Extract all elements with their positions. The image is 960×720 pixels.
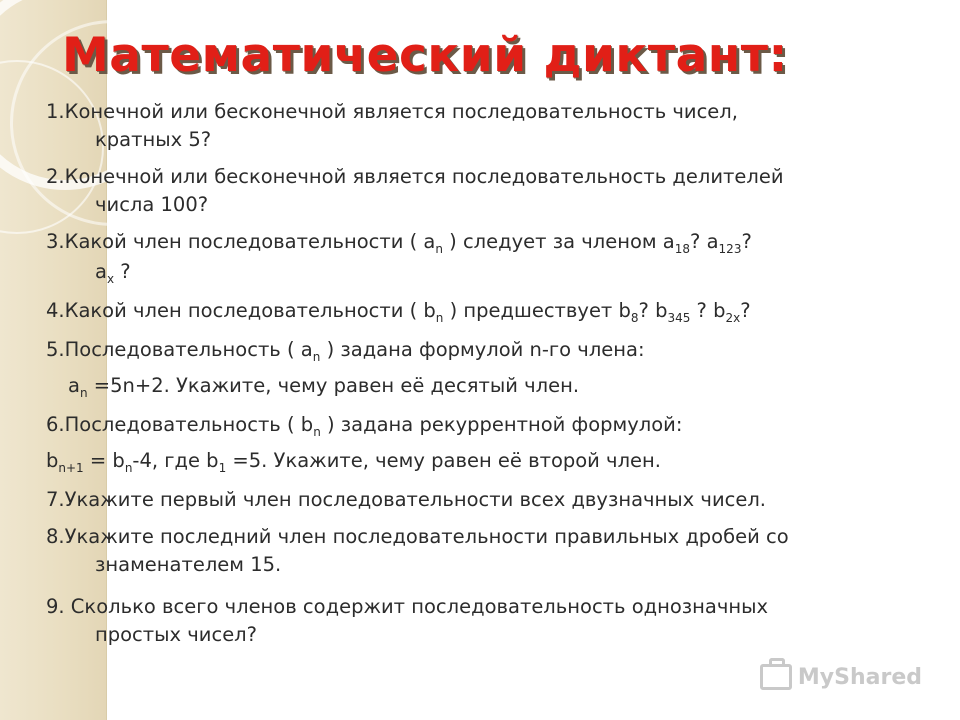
question-text: ) задана формулой n-го члена: <box>320 338 645 361</box>
subscript: x <box>106 272 115 286</box>
formula: а <box>68 374 80 397</box>
question-5 <box>46 336 906 402</box>
question-text: Сколько всего членов содержит последовательность однозначных <box>64 595 769 618</box>
question-list <box>46 98 906 649</box>
question-1 <box>46 98 906 154</box>
question-number: 3. <box>46 230 65 253</box>
question-6 <box>46 411 906 477</box>
subscript: n <box>79 386 88 400</box>
subscript: n <box>435 242 443 256</box>
question-number: 1. <box>46 100 65 123</box>
question-text: Укажите первый член последовательности всех двузначных чисел. <box>64 488 766 511</box>
watermark-text: MyShared <box>797 664 922 690</box>
question-text: ? b <box>638 299 668 322</box>
question-text: ? <box>740 299 751 322</box>
question-number: 6. <box>46 413 65 436</box>
subscript: 8 <box>630 311 639 325</box>
question-text: ) задана рекуррентной формулой: <box>320 413 683 436</box>
question-number: 5. <box>46 338 65 361</box>
formula: b <box>46 449 59 472</box>
subscript: 123 <box>718 242 742 256</box>
question-8 <box>46 523 906 579</box>
question-number: 9. <box>46 595 65 618</box>
question-7 <box>46 486 906 514</box>
question-text: Какой член последовательности ( b <box>64 299 436 322</box>
formula: = b <box>83 449 125 472</box>
subscript: n <box>124 461 133 475</box>
question-text: Последовательность ( b <box>64 413 314 436</box>
formula: =5. Укажите, чему равен её второй член. <box>226 449 661 472</box>
question-text: ) предшествует b <box>443 299 631 322</box>
subscript: 1 <box>218 461 227 475</box>
formula: =5n+2. Укажите, чему равен её десятый член. <box>87 374 580 397</box>
subscript: 2x <box>725 311 741 325</box>
question-text: Какой член последовательности ( а <box>64 230 436 253</box>
question-2 <box>46 163 906 219</box>
question-text-cont: знаменателем 15. <box>95 553 282 576</box>
formula: -4, где b <box>132 449 219 472</box>
question-text-cont: а <box>95 260 107 283</box>
presentation-icon <box>760 664 792 690</box>
subscript: 18 <box>674 242 691 256</box>
question-text-cont: числа 100? <box>95 193 209 216</box>
watermark-logo <box>760 664 922 690</box>
question-text: ? а <box>690 230 719 253</box>
question-text-cont: ? <box>114 260 131 283</box>
question-number: 2. <box>46 165 65 188</box>
question-number: 8. <box>46 525 65 548</box>
question-9 <box>46 593 906 649</box>
subscript: n <box>313 425 321 439</box>
question-text: Конечной или бесконечной является последовательность чисел, <box>64 100 738 123</box>
question-4 <box>46 297 906 327</box>
question-text: Конечной или бесконечной является последовательность делителей <box>64 165 784 188</box>
question-text-cont: кратных 5? <box>95 128 212 151</box>
subscript: n+1 <box>58 461 84 475</box>
slide-title: Математический диктант: <box>62 28 788 83</box>
question-text: ) следует за членом а <box>442 230 675 253</box>
question-3 <box>46 228 906 288</box>
question-text: Укажите последний член последовательности правильных дробей со <box>64 525 789 548</box>
question-text: ? <box>741 230 752 253</box>
question-number: 4. <box>46 299 65 322</box>
subscript: n <box>312 350 321 364</box>
subscript: 345 <box>667 311 691 325</box>
question-text: ? b <box>690 299 726 322</box>
question-text-cont: простых чисел? <box>95 623 257 646</box>
question-number: 7. <box>46 488 65 511</box>
subscript: n <box>435 311 444 325</box>
question-text: Последовательность ( а <box>64 338 313 361</box>
